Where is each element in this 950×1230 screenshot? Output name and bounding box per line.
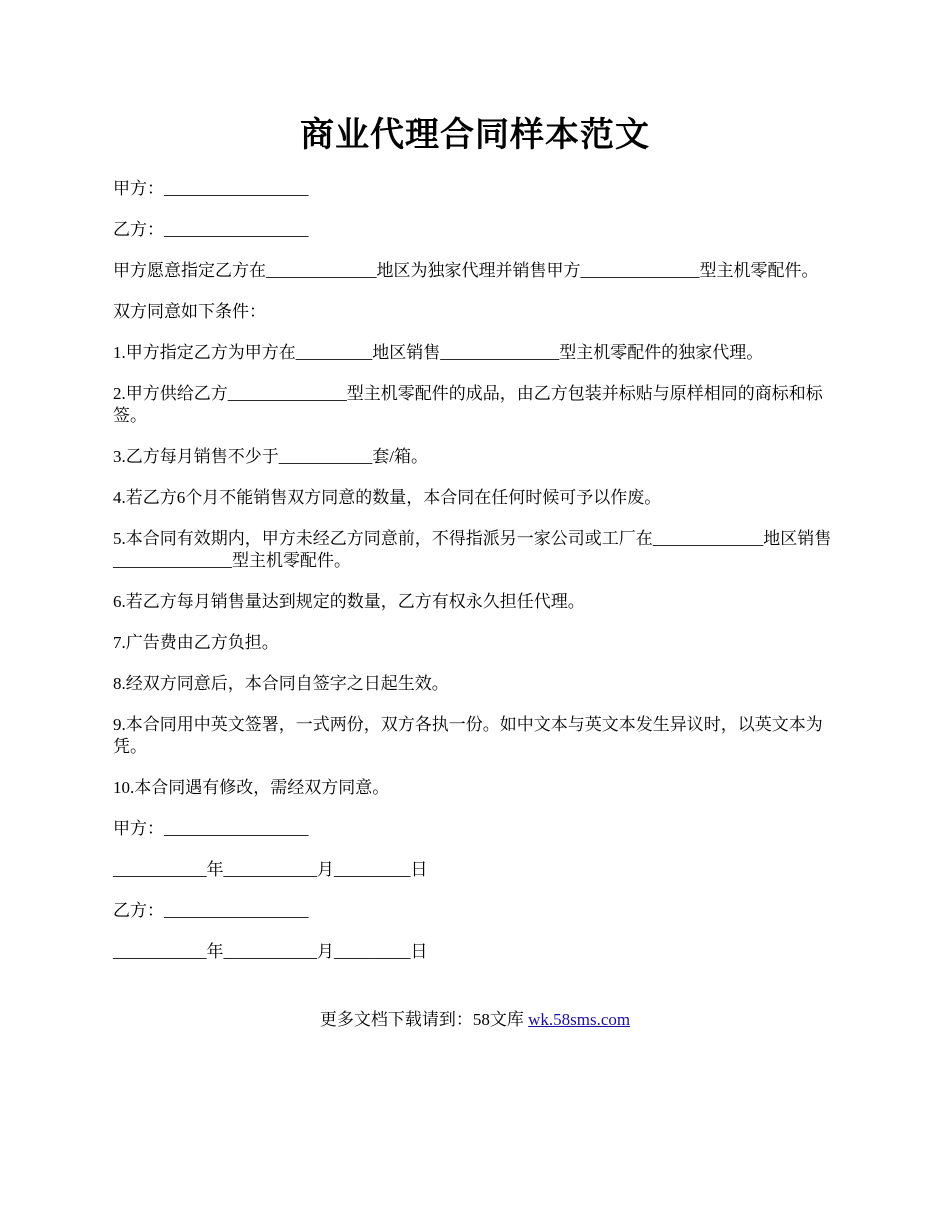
clause-6: 6.若乙方每月销售量达到规定的数量，乙方有权永久担任代理。 (113, 592, 585, 611)
clause-8: 8.经双方同意后，本合同自签字之日起生效。 (113, 674, 449, 693)
intro-paragraph: 甲方愿意指定乙方在_____________地区为独家代理并销售甲方______________型主机零配件。 (113, 261, 819, 280)
clause-9: 9.本合同用中英文签署，一式两份，双方各执一份。如中文本与英文本发生异议时，以英文本为凭。 (113, 715, 823, 756)
conditions-heading: 双方同意如下条件： (113, 302, 266, 321)
signature-date-b: ___________年___________月_________日 (113, 942, 428, 961)
signature-party-b: 乙方：_________________ (113, 901, 309, 920)
footer (0, 1009, 950, 1031)
clause-7: 7.广告费由乙方负担。 (113, 633, 279, 652)
signature-date-a: ___________年___________月_________日 (113, 860, 428, 879)
footer-text: 更多文档下载请到：58文库 (319, 1010, 529, 1029)
footer-link[interactable]: wk.58sms.com (528, 1010, 631, 1029)
clause-10: 10.本合同遇有修改，需经双方同意。 (113, 778, 390, 797)
clause-3: 3.乙方每月销售不少于___________套/箱。 (113, 447, 428, 466)
clause-1: 1.甲方指定乙方为甲方在_________地区销售______________型主机零配件的独家代理。 (113, 343, 764, 362)
page-title: 商业代理合同样本范文 (300, 117, 650, 154)
document-body (113, 178, 837, 982)
clause-5: 5.本合同有效期内，甲方未经乙方同意前，不得指派另一家公司或工厂在_____________地区销售______________型主机零配件。 (113, 529, 832, 570)
party-b-line: 乙方：_________________ (113, 220, 309, 239)
clause-2: 2.甲方供给乙方______________型主机零配件的成品，由乙方包装并标贴与原样相同的商标和标签。 (113, 384, 823, 425)
clause-4: 4.若乙方6个月不能销售双方同意的数量，本合同在任何时候可予以作废。 (113, 488, 662, 507)
signature-party-a: 甲方：_________________ (113, 819, 309, 838)
party-a-line: 甲方：_________________ (113, 179, 309, 198)
